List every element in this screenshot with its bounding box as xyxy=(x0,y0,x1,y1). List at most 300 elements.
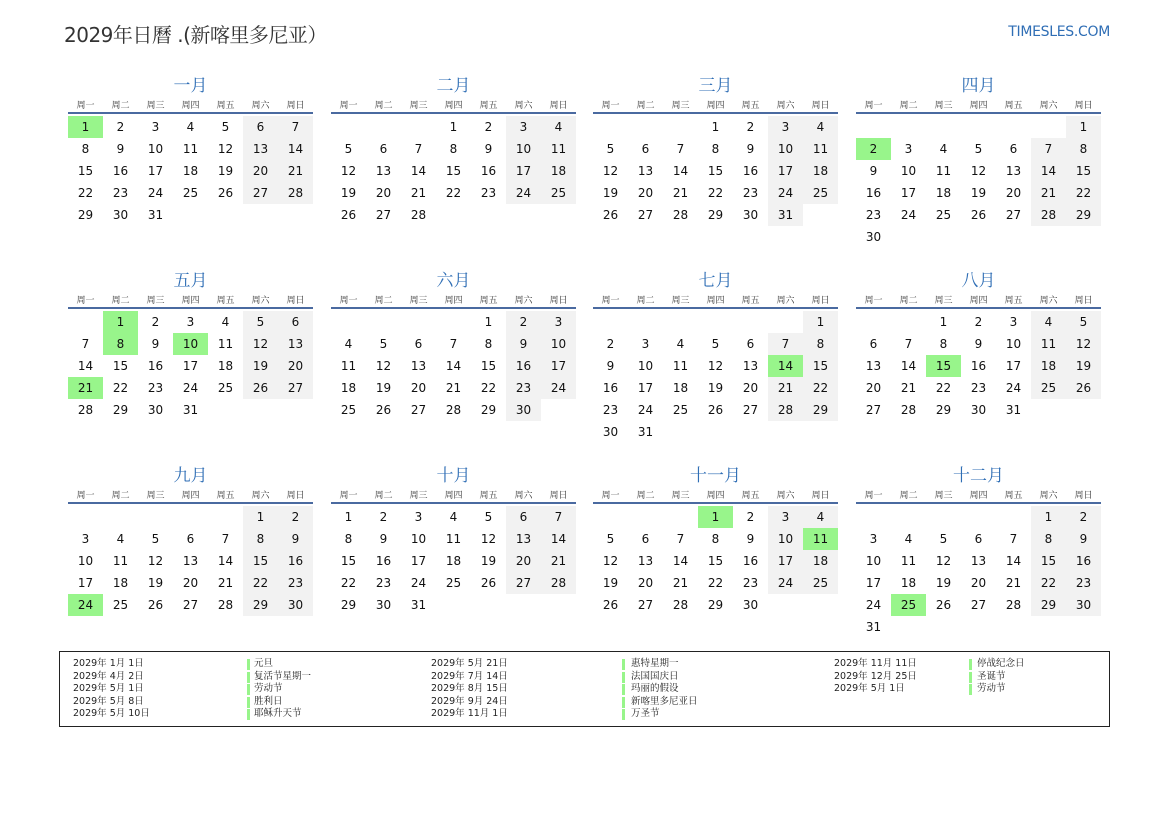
week-row xyxy=(68,377,313,399)
day-cell: 2 xyxy=(974,315,983,329)
holiday-date: 2029年 11月 11日 xyxy=(834,658,917,669)
empty-day-cell xyxy=(768,421,803,443)
week-row xyxy=(68,399,313,421)
empty-day-cell xyxy=(961,116,996,138)
day-cell: 14 xyxy=(77,359,94,373)
day-cell: 10 xyxy=(77,554,94,568)
day-cell: 19 xyxy=(147,576,164,590)
day-cell: 5 xyxy=(151,532,160,546)
week-row xyxy=(593,594,838,616)
month-name: 二月 xyxy=(436,76,471,96)
weekday-label: 周二 xyxy=(899,296,918,306)
day-cell: 25 xyxy=(217,381,234,395)
day-cell: 7 xyxy=(768,333,803,355)
empty-day-cell xyxy=(926,616,961,638)
holiday-date: 2029年 5月 1日 xyxy=(73,683,144,694)
empty-day-cell xyxy=(593,311,628,333)
month-name: 九月 xyxy=(173,466,208,486)
month-name: 一月 xyxy=(173,76,208,96)
week-row xyxy=(68,594,313,616)
day-cell: 18 xyxy=(445,554,462,568)
day-cell: 9 xyxy=(379,532,388,546)
day-cell: 18 xyxy=(672,381,689,395)
week-row xyxy=(856,399,1101,421)
day-cell: 6 xyxy=(641,532,650,546)
day-cell: 3 xyxy=(541,311,576,333)
day-cell: 26 xyxy=(707,403,724,417)
weekday-label: 周三 xyxy=(671,491,690,501)
day-cell: 22 xyxy=(445,186,462,200)
empty-day-cell xyxy=(891,116,926,138)
week-row xyxy=(68,333,313,355)
weekday-label: 周日 xyxy=(811,491,830,501)
weekday-label: 周三 xyxy=(671,101,690,111)
empty-day-cell xyxy=(926,116,961,138)
holiday-name: 劳动节 xyxy=(977,683,1006,694)
day-cell: 10 xyxy=(900,164,917,178)
day-cell: 1 xyxy=(103,311,138,333)
month-block xyxy=(593,465,838,616)
day-cell: 29 xyxy=(112,403,129,417)
day-cell: 27 xyxy=(410,403,427,417)
week-row xyxy=(331,182,576,204)
weekday-label: 周四 xyxy=(181,296,200,306)
day-cell: 19 xyxy=(707,381,724,395)
day-cell: 17 xyxy=(77,576,94,590)
day-cell: 28 xyxy=(1031,204,1066,226)
day-cell: 25 xyxy=(672,403,689,417)
weekday-label: 周日 xyxy=(1074,491,1093,501)
empty-day-cell xyxy=(278,204,313,226)
weekday-label: 周五 xyxy=(741,491,760,501)
weekday-label: 周日 xyxy=(811,296,830,306)
weekday-label: 周三 xyxy=(409,296,428,306)
weekday-label: 周一 xyxy=(76,296,95,306)
empty-day-cell xyxy=(593,116,628,138)
empty-day-cell xyxy=(471,594,506,616)
day-cell: 6 xyxy=(1009,142,1018,156)
day-cell: 23 xyxy=(147,381,164,395)
day-cell: 5 xyxy=(344,142,353,156)
weekday-label: 周二 xyxy=(111,101,130,111)
day-cell: 20 xyxy=(182,576,199,590)
weekday-label: 周二 xyxy=(374,296,393,306)
day-cell: 15 xyxy=(112,359,129,373)
day-cell: 24 xyxy=(410,576,427,590)
week-row xyxy=(68,550,313,572)
weekday-label: 周二 xyxy=(636,491,655,501)
week-row xyxy=(331,116,576,138)
weekday-header xyxy=(68,98,313,114)
day-cell: 26 xyxy=(375,403,392,417)
page-title: 2029年日曆 .(新喀里多尼亚） xyxy=(64,23,327,47)
day-cell: 19 xyxy=(340,186,357,200)
day-cell: 19 xyxy=(1066,355,1101,377)
weekday-label: 周五 xyxy=(741,101,760,111)
week-row xyxy=(593,377,838,399)
day-cell: 16 xyxy=(278,550,313,572)
empty-day-cell xyxy=(733,421,768,443)
weekday-header xyxy=(593,98,838,114)
day-cell: 3 xyxy=(641,337,650,351)
day-cell: 2 xyxy=(606,337,615,351)
holiday-marker xyxy=(247,672,250,683)
holiday-marker xyxy=(622,709,625,720)
day-cell: 30 xyxy=(970,403,987,417)
day-cell: 10 xyxy=(173,333,208,355)
weekday-label: 周五 xyxy=(216,491,235,501)
day-cell: 18 xyxy=(900,576,917,590)
empty-day-cell xyxy=(663,311,698,333)
day-cell: 23 xyxy=(375,576,392,590)
month-name: 十月 xyxy=(436,466,471,486)
day-cell: 5 xyxy=(939,532,948,546)
weekday-label: 周三 xyxy=(146,491,165,501)
day-cell: 13 xyxy=(410,359,427,373)
weekday-label: 周一 xyxy=(864,101,883,111)
day-cell: 16 xyxy=(742,164,759,178)
week-row xyxy=(593,138,838,160)
day-cell: 26 xyxy=(480,576,497,590)
week-row xyxy=(856,333,1101,355)
day-cell: 22 xyxy=(1031,572,1066,594)
day-cell: 2 xyxy=(1066,506,1101,528)
day-cell: 12 xyxy=(1066,333,1101,355)
holiday-marker xyxy=(247,684,250,695)
empty-day-cell xyxy=(331,311,366,333)
day-cell: 10 xyxy=(637,359,654,373)
empty-day-cell xyxy=(1066,226,1101,248)
day-cell: 13 xyxy=(637,164,654,178)
day-cell: 1 xyxy=(449,120,458,134)
day-cell: 23 xyxy=(742,576,759,590)
week-row xyxy=(68,506,313,528)
day-cell: 22 xyxy=(77,186,94,200)
day-cell: 15 xyxy=(803,355,838,377)
day-cell: 8 xyxy=(344,532,353,546)
day-cell: 26 xyxy=(340,208,357,222)
day-cell: 29 xyxy=(707,598,724,612)
day-cell: 29 xyxy=(803,399,838,421)
week-row xyxy=(593,116,838,138)
day-cell: 13 xyxy=(506,528,541,550)
day-cell: 1 xyxy=(1031,506,1066,528)
day-cell: 5 xyxy=(606,142,615,156)
day-cell: 25 xyxy=(803,572,838,594)
empty-day-cell xyxy=(663,421,698,443)
weekday-label: 周一 xyxy=(864,491,883,501)
day-cell: 21 xyxy=(445,381,462,395)
day-cell: 1 xyxy=(68,116,103,138)
day-cell: 9 xyxy=(1066,528,1101,550)
day-cell: 11 xyxy=(112,554,129,568)
month-name: 六月 xyxy=(436,271,471,291)
day-cell: 4 xyxy=(541,116,576,138)
day-cell: 20 xyxy=(410,381,427,395)
week-row xyxy=(331,572,576,594)
week-row xyxy=(593,572,838,594)
day-cell: 3 xyxy=(768,116,803,138)
day-cell: 28 xyxy=(278,182,313,204)
week-row xyxy=(593,506,838,528)
day-cell: 24 xyxy=(182,381,199,395)
week-row xyxy=(856,572,1101,594)
empty-day-cell xyxy=(961,506,996,528)
day-cell: 2 xyxy=(746,510,755,524)
week-row xyxy=(856,311,1101,333)
weekday-header xyxy=(331,98,576,114)
day-cell: 13 xyxy=(742,359,759,373)
month-block xyxy=(856,270,1101,421)
week-row xyxy=(856,138,1101,160)
day-cell: 18 xyxy=(340,381,357,395)
day-cell: 6 xyxy=(746,337,755,351)
day-cell: 25 xyxy=(803,182,838,204)
day-cell: 28 xyxy=(672,598,689,612)
day-cell: 8 xyxy=(449,142,458,156)
empty-day-cell xyxy=(996,616,1031,638)
day-cell: 5 xyxy=(974,142,983,156)
day-cell: 19 xyxy=(375,381,392,395)
day-cell: 8 xyxy=(711,142,720,156)
day-cell: 4 xyxy=(904,532,913,546)
day-cell: 6 xyxy=(414,337,423,351)
day-cell: 20 xyxy=(970,576,987,590)
day-cell: 20 xyxy=(865,381,882,395)
day-cell: 15 xyxy=(926,355,961,377)
day-cell: 25 xyxy=(891,594,926,616)
month-name: 十二月 xyxy=(953,466,1004,486)
month-block xyxy=(331,270,576,421)
weekday-header xyxy=(856,98,1101,114)
week-row xyxy=(68,160,313,182)
day-cell: 26 xyxy=(935,598,952,612)
month-name: 五月 xyxy=(173,271,208,291)
day-cell: 17 xyxy=(541,355,576,377)
day-cell: 23 xyxy=(865,208,882,222)
week-row xyxy=(856,204,1101,226)
empty-day-cell xyxy=(698,421,733,443)
day-cell: 27 xyxy=(637,208,654,222)
empty-day-cell xyxy=(506,204,541,226)
day-cell: 3 xyxy=(1009,315,1018,329)
week-row xyxy=(593,550,838,572)
day-cell: 23 xyxy=(970,381,987,395)
week-row xyxy=(68,355,313,377)
day-cell: 13 xyxy=(1005,164,1022,178)
weekday-header xyxy=(593,488,838,504)
weekday-label: 周日 xyxy=(286,491,305,501)
weekday-label: 周四 xyxy=(969,296,988,306)
weekday-label: 周二 xyxy=(899,101,918,111)
day-cell: 30 xyxy=(742,208,759,222)
day-cell: 6 xyxy=(243,116,278,138)
day-cell: 8 xyxy=(243,528,278,550)
day-cell: 2 xyxy=(278,506,313,528)
empty-day-cell xyxy=(891,616,926,638)
day-cell: 21 xyxy=(900,381,917,395)
holiday-date: 2029年 12月 25日 xyxy=(834,670,917,682)
day-cell: 5 xyxy=(379,337,388,351)
week-row xyxy=(856,528,1101,550)
weekday-label: 周四 xyxy=(969,491,988,501)
week-row xyxy=(856,182,1101,204)
day-cell: 20 xyxy=(742,381,759,395)
day-cell: 27 xyxy=(182,598,199,612)
day-cell: 12 xyxy=(602,554,619,568)
month-block xyxy=(68,75,313,226)
week-row xyxy=(68,138,313,160)
weekday-label: 周二 xyxy=(111,491,130,501)
day-cell: 18 xyxy=(217,359,234,373)
holiday-marker xyxy=(969,684,972,695)
day-cell: 15 xyxy=(1066,160,1101,182)
day-cell: 28 xyxy=(410,208,427,222)
day-cell: 21 xyxy=(672,186,689,200)
empty-day-cell xyxy=(1031,116,1066,138)
day-cell: 17 xyxy=(768,550,803,572)
day-cell: 9 xyxy=(506,333,541,355)
week-row xyxy=(856,550,1101,572)
empty-day-cell xyxy=(173,506,208,528)
empty-day-cell xyxy=(471,204,506,226)
week-row xyxy=(856,116,1101,138)
day-cell: 4 xyxy=(449,510,458,524)
empty-day-cell xyxy=(331,116,366,138)
day-cell: 14 xyxy=(900,359,917,373)
day-cell: 24 xyxy=(506,182,541,204)
day-cell: 6 xyxy=(869,337,878,351)
day-cell: 29 xyxy=(1066,204,1101,226)
empty-day-cell xyxy=(208,204,243,226)
day-cell: 12 xyxy=(340,164,357,178)
holiday-date: 2029年 5月 21日 xyxy=(431,658,508,669)
week-row xyxy=(856,594,1101,616)
month-name: 三月 xyxy=(698,76,733,96)
week-row xyxy=(68,204,313,226)
empty-day-cell xyxy=(68,506,103,528)
day-cell: 11 xyxy=(672,359,689,373)
empty-day-cell xyxy=(891,311,926,333)
week-row xyxy=(68,572,313,594)
day-cell: 11 xyxy=(217,337,234,351)
day-cell: 27 xyxy=(970,598,987,612)
weekday-label: 周六 xyxy=(251,296,270,306)
week-row xyxy=(331,333,576,355)
site-link[interactable]: TIMESLES.COM xyxy=(1008,24,1110,40)
day-cell: 2 xyxy=(506,311,541,333)
day-cell: 22 xyxy=(243,572,278,594)
day-cell: 4 xyxy=(676,337,685,351)
day-cell: 5 xyxy=(221,120,230,134)
month-block xyxy=(856,75,1101,248)
day-cell: 22 xyxy=(480,381,497,395)
day-cell: 14 xyxy=(217,554,234,568)
empty-day-cell xyxy=(103,506,138,528)
day-cell: 18 xyxy=(803,160,838,182)
empty-day-cell xyxy=(663,116,698,138)
day-cell: 24 xyxy=(865,598,882,612)
holiday-date: 2029年 5月 10日 xyxy=(73,708,150,719)
holiday-date: 2029年 9月 24日 xyxy=(431,695,508,707)
day-cell: 16 xyxy=(506,355,541,377)
weekday-label: 周四 xyxy=(181,101,200,111)
day-cell: 7 xyxy=(1009,532,1018,546)
empty-day-cell xyxy=(996,116,1031,138)
day-cell: 25 xyxy=(112,598,129,612)
day-cell: 15 xyxy=(707,554,724,568)
day-cell: 6 xyxy=(974,532,983,546)
day-cell: 27 xyxy=(865,403,882,417)
day-cell: 23 xyxy=(742,186,759,200)
day-cell: 31 xyxy=(865,620,882,634)
day-cell: 13 xyxy=(375,164,392,178)
day-cell: 22 xyxy=(112,381,129,395)
day-cell: 1 xyxy=(1066,116,1101,138)
week-row xyxy=(593,204,838,226)
empty-day-cell xyxy=(436,204,471,226)
month-block xyxy=(68,465,313,616)
day-cell: 12 xyxy=(243,333,278,355)
day-cell: 3 xyxy=(81,532,90,546)
day-cell: 19 xyxy=(243,355,278,377)
day-cell: 24 xyxy=(768,572,803,594)
week-row xyxy=(331,138,576,160)
day-cell: 8 xyxy=(484,337,493,351)
day-cell: 4 xyxy=(344,337,353,351)
weekday-label: 周三 xyxy=(146,101,165,111)
empty-day-cell xyxy=(1066,399,1101,421)
week-row xyxy=(331,594,576,616)
weekday-label: 周五 xyxy=(216,101,235,111)
holiday-marker xyxy=(247,659,250,670)
week-row xyxy=(68,182,313,204)
day-cell: 18 xyxy=(182,164,199,178)
day-cell: 27 xyxy=(637,598,654,612)
day-cell: 7 xyxy=(541,506,576,528)
month-block xyxy=(68,270,313,421)
week-row xyxy=(593,333,838,355)
day-cell: 11 xyxy=(935,164,952,178)
day-cell: 12 xyxy=(480,532,497,546)
day-cell: 19 xyxy=(217,164,234,178)
day-cell: 11 xyxy=(340,359,357,373)
weekday-label: 周三 xyxy=(409,101,428,111)
holiday-legend xyxy=(59,651,1110,727)
weekday-label: 周三 xyxy=(671,296,690,306)
weekday-label: 周五 xyxy=(1004,101,1023,111)
day-cell: 10 xyxy=(410,532,427,546)
day-cell: 18 xyxy=(1031,355,1066,377)
weekday-label: 周一 xyxy=(76,491,95,501)
day-cell: 24 xyxy=(768,182,803,204)
day-cell: 14 xyxy=(541,528,576,550)
holiday-date: 2029年 11月 1日 xyxy=(431,708,508,719)
weekday-label: 周三 xyxy=(409,491,428,501)
day-cell: 7 xyxy=(414,142,423,156)
day-cell: 14 xyxy=(410,164,427,178)
day-cell: 24 xyxy=(147,186,164,200)
weekday-label: 周六 xyxy=(514,296,533,306)
day-cell: 17 xyxy=(637,381,654,395)
day-cell: 31 xyxy=(768,204,803,226)
day-cell: 16 xyxy=(1066,550,1101,572)
day-cell: 10 xyxy=(768,528,803,550)
day-cell: 21 xyxy=(278,160,313,182)
weekday-label: 周日 xyxy=(549,491,568,501)
day-cell: 14 xyxy=(445,359,462,373)
week-row xyxy=(856,160,1101,182)
